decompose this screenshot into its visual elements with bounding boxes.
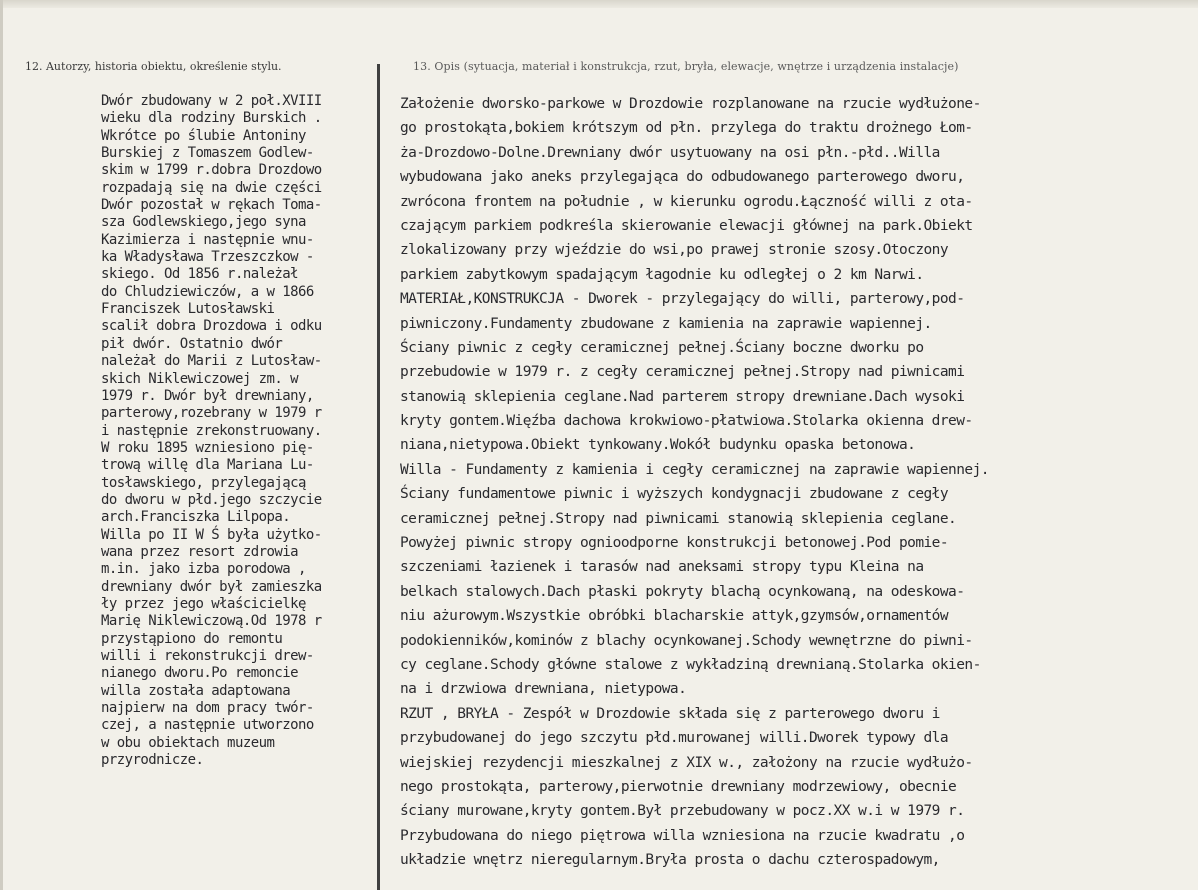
history-text-line: tosławskiego, przylegającą: [101, 474, 306, 491]
history-text-line: W roku 1895 wzniesiono pię-: [101, 439, 314, 456]
history-text-line: skim w 1799 r.dobra Drozdowo: [101, 162, 322, 179]
section-12-heading: 12. Autorzy, historia obiektu, określenie stylu.: [25, 60, 282, 73]
description-text-line: ża-Drozdowo-Dolne.Drewniany dwór usytuowany na osi płn.-płd..Willa: [400, 144, 940, 161]
history-text-line: skich Niklewiczowej zm. w: [101, 370, 298, 387]
history-text-line: wieku dla rodziny Burskich .: [101, 110, 322, 127]
history-text-line: w obu obiektach muzeum: [101, 734, 275, 751]
description-text-line: Willa - Fundamenty z kamienia i cegły ceramicznej na zaprawie wapiennej.: [400, 461, 989, 478]
history-text-line: willi i rekonstrukcji drew-: [101, 648, 314, 664]
history-text-line: drewniany dwór był zamieszka: [101, 578, 322, 595]
description-text-line: piwniczony.Fundamenty zbudowane z kamienia na zaprawie wapiennej.: [400, 315, 932, 332]
description-text-line: Założenie dworsko-parkowe w Drozdowie rozplanowane na rzucie wydłużone-: [400, 96, 981, 112]
description-text-line: RZUT , BRYŁA - Zespół w Drozdowie składa się z parterowego dworu i: [400, 705, 940, 722]
description-text-line: belkach stalowych.Dach płaski pokryty blachą ocynkowaną, na odeskowa-: [400, 583, 965, 600]
history-text-line: Dwór pozostał w rękach Toma-: [101, 197, 322, 214]
history-text-line: przyrodnicze.: [101, 752, 204, 769]
description-text-line: podokienników,kominów z blachy ocynkowanej.Schody wewnętrzne do piwni-: [400, 632, 973, 649]
description-text-line: zwrócona frontem na południe , w kierunku ogrodu.Łączność willi z ota-: [400, 193, 973, 210]
history-text-line: Dwór zbudowany w 2 poł.XVIII: [101, 93, 322, 109]
description-text-line: MATERIAŁ,KONSTRUKCJA - Dworek - przylegający do willi, parterowy,pod-: [400, 291, 965, 308]
description-text-line: Przybudowana do niego piętrowa willa wzniesiona na rzucie kwadratu ,o: [400, 827, 965, 844]
description-text-line: Ściany fundamentowe piwnic i wyższych kondygnacji zbudowane z cegły: [400, 486, 949, 503]
page-top-edge: [0, 0, 1198, 8]
history-text-line: arch.Franciszka Lilpopa.: [101, 509, 291, 526]
description-text-line: czającym parkiem podkreśla skierowanie elewacji głównej na park.Obiekt: [400, 217, 973, 234]
description-text-line: go prostokąta,bokiem krótszym od płn. przylega do traktu drożnego Łom-: [400, 120, 973, 137]
section-13-heading: 13. Opis (sytuacja, materiał i konstrukcja, rzut, bryła, elewacje, wnętrze i urządzenia instalacje): [413, 60, 959, 73]
description-text-line: ceramicznej pełnej.Stropy nad piwnicami stanowią sklepienia ceglane.: [400, 510, 957, 527]
history-text-line: Marię Niklewiczową.Od 1978 r: [101, 613, 322, 630]
history-text-line: parterowy,rozebrany w 1979 r: [101, 405, 322, 422]
description-text-line: parkiem zabytkowym spadającym łagodnie ku odległej o 2 km Narwi.: [400, 266, 924, 283]
history-column: [101, 93, 377, 769]
history-text-line: willa została adaptowana: [101, 682, 291, 699]
history-text-line: m.in. jako izba porodowa ,: [101, 561, 306, 578]
history-text-line: Burskiej z Tomaszem Godlew-: [101, 145, 314, 162]
history-text-line: ka Władysława Trzeszczkow -: [101, 249, 314, 266]
history-text-line: 1979 r. Dwór był drewniany,: [101, 387, 314, 404]
history-text-line: scalił dobra Drozdowa i odku: [101, 318, 322, 335]
description-text-line: Powyżej piwnic stropy ognioodporne konstrukcji betonowej.Pod pomie-: [400, 535, 949, 552]
history-text-line: do Chludziewiczów, a w 1866: [101, 283, 314, 300]
history-text-line: rozpadają się na dwie części: [101, 179, 322, 196]
description-text-line: wybudowana jako aneks przylegająca do odbudowanego parterowego dworu,: [400, 169, 965, 186]
description-text-line: przebudowie w 1979 r. z cegły ceramicznej pełnej.Stropy nad piwnicami: [400, 364, 965, 381]
history-text-line: pił dwór. Ostatnio dwór: [101, 335, 283, 352]
description-text-line: Ściany piwnic z cegły ceramicznej pełnej.Ściany boczne dworku po: [400, 339, 924, 356]
description-text-line: na i drzwiowa drewniana, nietypowa.: [400, 681, 687, 698]
description-text-line: cy ceglane.Schody główne stalowe z wykładziną drewnianą.Stolarka okien-: [400, 656, 981, 673]
description-text-line: niu ażurowym.Wszystkie obróbki blacharskie attyk,gzymsów,ornamentów: [400, 608, 949, 625]
history-text-line: Franciszek Lutosławski: [101, 301, 275, 318]
history-text-line: Kazimierza i następnie wnu-: [101, 231, 314, 248]
history-text-line: wana przez resort zdrowia: [101, 543, 298, 560]
description-text-line: przybudowanej do jego szczytu płd.murowanej willi.Dworek typowy dla: [400, 730, 949, 747]
history-text-line: Wkrótce po ślubie Antoniny: [101, 127, 306, 144]
description-text-line: zlokalizowany przy wjeździe do wsi,po prawej stronie szosy.Otoczony: [400, 242, 949, 259]
history-text-line: trową willę dla Mariana Lu-: [101, 457, 314, 474]
description-column: [400, 92, 1190, 873]
history-text-line: czej, a następnie utworzono: [101, 717, 314, 734]
history-text-line: najpierw na dom pracy twór-: [101, 700, 314, 717]
description-text-line: nego prostokąta, parterowy,pierwotnie drewniany modrzewiowy, obecnie: [400, 778, 957, 795]
description-text-line: ściany murowane,kryty gontem.Był przebudowany w pocz.XX w.i w 1979 r.: [400, 803, 965, 820]
history-text-line: należał do Marii z Lutosław-: [101, 353, 322, 370]
history-text-line: Willa po II W Ś była użytko-: [101, 526, 322, 543]
description-text-line: układzie wnętrz nieregularnym.Bryła prosta o dachu czterospadowym,: [400, 852, 940, 869]
description-text-line: kryty gontem.Więźba dachowa krokwiowo-płatwiowa.Stolarka okienna drew-: [400, 413, 973, 430]
history-text-line: skiego. Od 1856 r.należał: [101, 266, 298, 283]
history-text-line: i następnie zrekonstruowany.: [101, 422, 322, 439]
history-text-line: przystąpiono do remontu: [101, 630, 283, 647]
description-text-line: szczeniami łazienek i tarasów nad aneksami stropy typu Kleina na: [400, 559, 924, 576]
description-text-line: stanowią sklepienia ceglane.Nad parterem stropy drewniane.Dach wysoki: [400, 388, 965, 405]
history-text-line: ły przez jego właścicielkę: [101, 595, 306, 612]
history-text-line: nianego dworu.Po remoncie: [101, 665, 298, 682]
history-text-line: do dworu w płd.jego szczycie: [101, 491, 322, 508]
description-text-line: wiejskiej rezydencji mieszkalnej z XIX w., założony na rzucie wydłużo-: [400, 754, 973, 771]
description-text-line: niana,nietypowa.Obiekt tynkowany.Wokół budynku opaska betonowa.: [400, 437, 916, 454]
column-divider: [377, 64, 380, 890]
history-text-line: sza Godlewskiego,jego syna: [101, 214, 306, 231]
page-left-edge: [0, 0, 3, 890]
